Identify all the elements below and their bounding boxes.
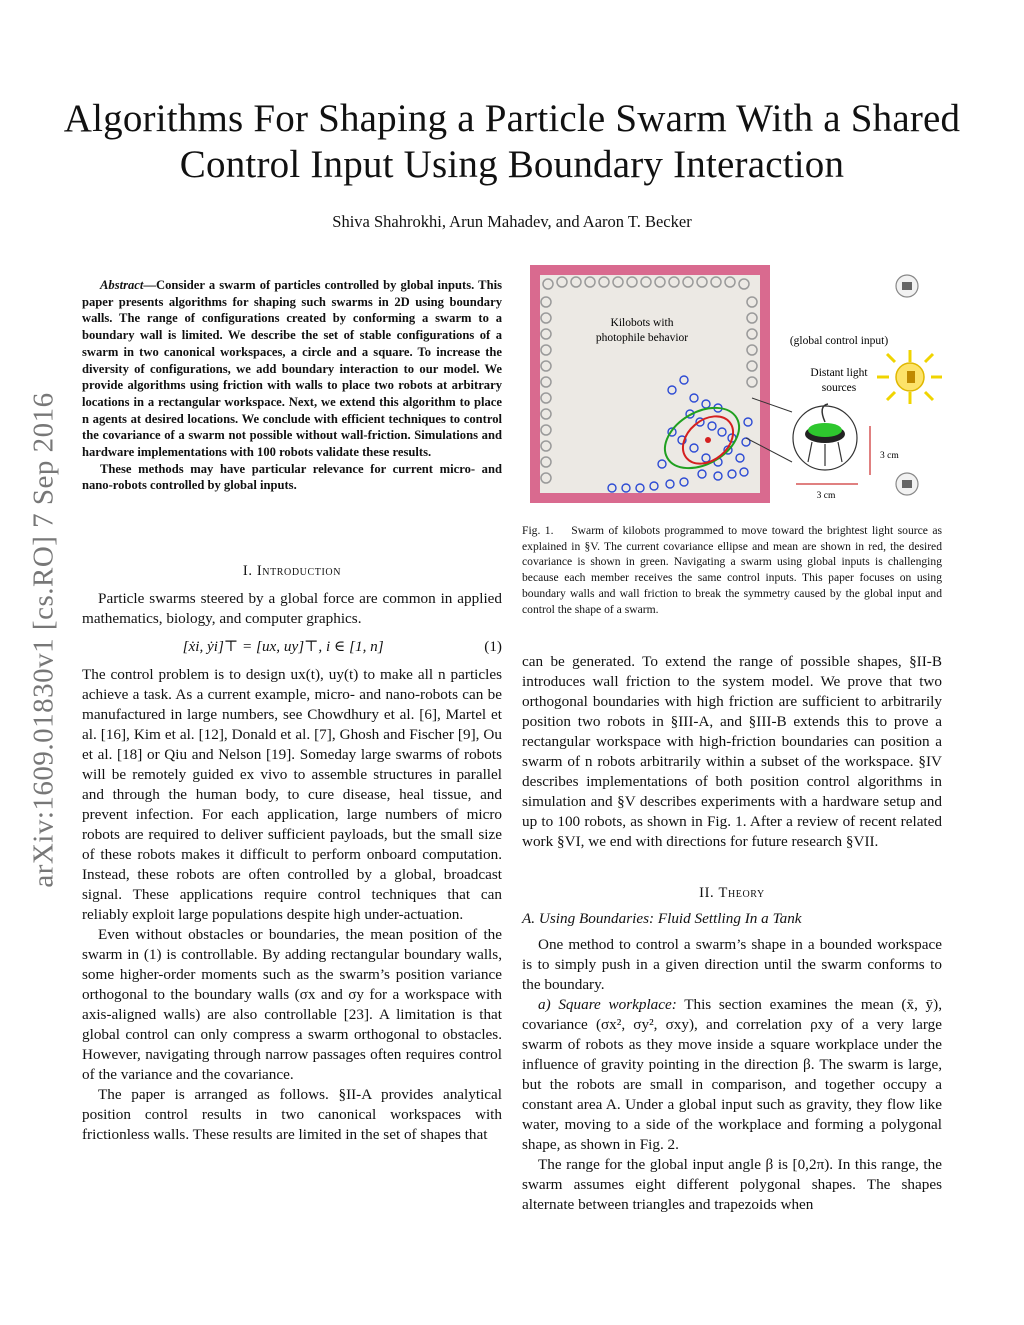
label-kilobots: Kilobots with xyxy=(610,317,674,329)
arena-floor xyxy=(540,275,760,493)
current-mean-marker xyxy=(705,437,711,443)
light-bulb-icon-top xyxy=(896,275,918,297)
kilobot-closeup xyxy=(793,404,857,470)
introduction-heading: I. Introduction xyxy=(242,563,342,579)
equation-1 xyxy=(82,629,502,665)
intro-paragraph-4: The paper is arranged as follows. §II-A provides analytical position control results in two canonical workspaces with frictionless walls. These results are limited in the set of shapes that xyxy=(82,1086,502,1143)
theory-body xyxy=(522,935,942,1215)
abstract-text-2: These methods may have particular relevance for current micro- and nano-robots controlled by global inputs. xyxy=(82,461,502,493)
abstract-text: —Consider a swarm of particles controlled by global inputs. This paper presents algorithms for shaping such swarms in 2D using boundary walls. The range of configurations created by conforming a swarm to a boundary wall is limited. We describe the set of stable configurations of a swarm in two canonical workspaces, a circle and a square. To increase the diversity of configurations, we add boundary interaction to our model. We provide algorithms using friction with walls to place two robots at arbitrary locations in a rectangular workspace. Next, we extend this algorithm to place n agents at desired locations. We conclude with efficient techniques to control the covariance of a swarm not possible without wall-friction. Simulations and hardware implementations with 100 robots validate these results. xyxy=(82,278,502,460)
label-light-sources-2: sources xyxy=(821,382,857,394)
dimension-label-vertical: 3 cm xyxy=(880,451,899,461)
intro-paragraph-5: can be generated. To extend the range of possible shapes, §II-B introduces wall friction to the system model. We prove that two orthogonal boundaries with high friction are sufficient to arbitrarily position two robots in §III-A, and §III-B extends this to prove a rectangular workspace with high-friction boundaries can position a swarm of n robots arbitrarily within a subset of the workspace. §IV describes implementations of both position control algorithms in simulation and §V describes experiments with a hardware setup and up to 100 robots, as shown in Fig. 1. After a review of recent related work §VI, we end with directions for future research §VII. xyxy=(522,653,942,850)
light-bulb-icon-bottom xyxy=(896,473,918,495)
label-global-input: (global control input) xyxy=(789,335,889,347)
equation-1-body: [ẋi, ẏi]⊤ = [ux, uy]⊤, i ∈ [1, n] xyxy=(182,638,384,655)
theory-heading: II. Theory xyxy=(699,885,765,901)
theory-paragraph-3: The range for the global input angle β is [0,2π). In this range, the swarm assumes eight different polygonal shapes. The shapes alternate between triangles and trapezoids when xyxy=(522,1156,942,1213)
paper-authors: Shiva Shahrokhi, Arun Mahadev, and Aaron T. Becker xyxy=(332,212,692,231)
abstract-label: Abstract xyxy=(100,278,144,292)
dimension-label-horizontal: 3 cm xyxy=(816,491,836,501)
label-light-sources: Distant light xyxy=(810,367,868,379)
label-kilobots-2: photophile behavior xyxy=(595,332,689,344)
intro-paragraph-2: The control problem is to design ux(t), uy(t) to make all n particles achieve a task. As a current example, micro- and nano-robots can be manufactured in large numbers, see Chowdhury et al. [6], Martel et al. [16], Kim et al. [12], Donald et al. [7], Ghosh and Fischer [9], Ou et al. [18] or Qiu and Nelson [19]. Someday large swarms of robots will be remotely guided ex vivo to assemble structures in parallel and through the human body, to cure disease, heal tissue, and prevent infection. For each application, large numbers of micro robots are required to deliver sufficient payloads, but the small size of these robots makes it difficult to perform onboard computation. Instead, these robots are often controlled by a global, broadcast signal. These applications require control techniques that can reliably exploit large populations despite high under-actuation. xyxy=(82,666,502,923)
figure-1-caption-text: Swarm of kilobots programmed to move toward the brightest light source as explained in §V. The current covariance ellipse and mean are shown in red, the desired covariance is shown in green. Navigating a swarm using global inputs is challenging because each member receives the same control inputs. This paper focuses on using boundary walls and wall friction to break the symmetry caused by the global input and control the shape of a swarm. xyxy=(522,524,942,616)
intro-paragraph-3: Even without obstacles or boundaries, the mean position of the swarm in (1) is controllable. By adding rectangular boundary walls, some higher-order moments such as the swarm’s position variance orthogonal to the boundary walls (σx and σy for a workspace with axis-aligned walls) are also controllable [23]. A limitation is that global control can only compress a swarm orthogonal to obstacles. However, navigating through narrow passages often requires control of the variance and the covariance. xyxy=(82,926,502,1083)
equation-1-number: (1) xyxy=(484,638,502,655)
paper-title: Algorithms For Shaping a Particle Swarm With a Shared Control Input Using Boundary Interaction xyxy=(63,97,961,186)
figure-1-caption-label: Fig. 1. xyxy=(522,524,554,537)
intro-paragraph-1: Particle swarms steered by a global force are common in applied mathematics, biology, and computer graphics. xyxy=(82,590,502,627)
introduction-continued xyxy=(522,652,942,852)
light-bulb-icon-active xyxy=(877,350,942,404)
theory-subsection-a-heading: A. Using Boundaries: Fluid Settling In a Tank xyxy=(522,910,802,927)
figure-1 xyxy=(522,262,942,512)
figure-1-caption xyxy=(522,523,942,617)
square-workplace-label: a) Square workplace: xyxy=(538,996,677,1013)
figure-1-illustration xyxy=(522,262,942,512)
arxiv-identifier: arXiv:1609.01830v1 [cs.RO] 7 Sep 2016 xyxy=(27,392,60,888)
abstract-section xyxy=(82,277,502,494)
introduction-body xyxy=(82,589,502,1145)
theory-paragraph-2: a) Square workplace: This section examines the mean (x̄, ȳ), covariance (σx², σy², σxy), and correlation ρxy of a very large swarm of robots as they move inside a square workplace under the influence of gravity pointing in the direction β. The swarm is large, but the robots are small in comparison, and together occupy a constant area A. Under a global input such as gravity, they flow like water, moving to a side of the workplace and forming a polygonal shape, as shown in Fig. 2. xyxy=(522,996,942,1153)
theory-paragraph-1: One method to control a swarm’s shape in a bounded workspace is to simply push in a given direction until the swarm conforms to the boundary. xyxy=(522,936,942,993)
